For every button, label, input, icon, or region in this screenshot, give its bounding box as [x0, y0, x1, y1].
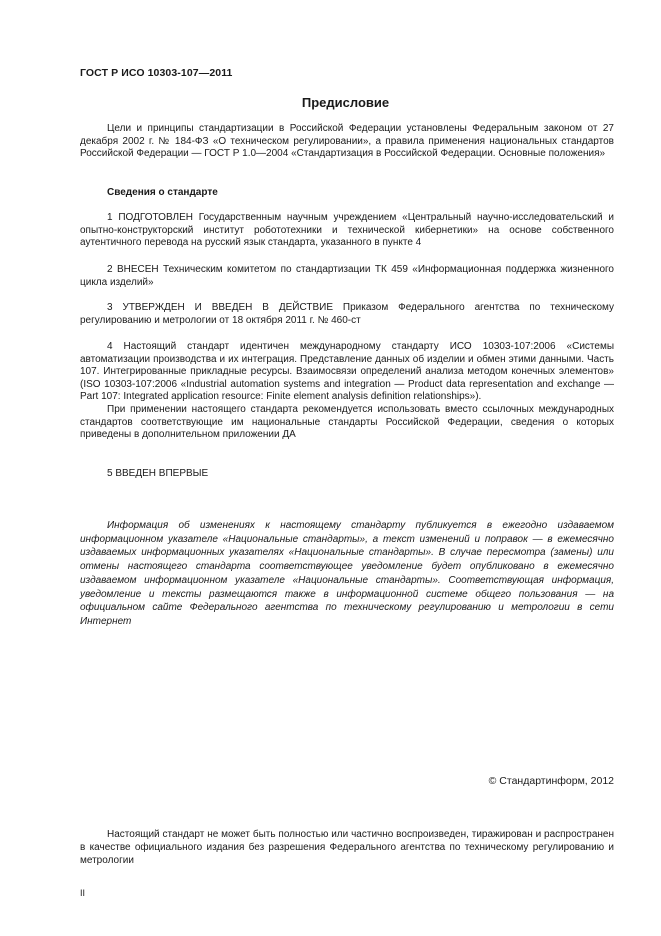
section-title: Предисловие	[301, 95, 390, 110]
legal-notice-block	[80, 828, 614, 868]
item-4-paragraph: 4 Настоящий стандарт идентичен международному стандарту ИСО 10303-107:2006 «Системы автоматизации производства и их интеграция. Представление данных об изделии и обмен этими данными. Часть 107. Интегрированные прикладные ресурсы. Взаимосвязи определений анализа методом конечных элементов» (ISO 10303-107:2006 «Industrial automation systems and integration — Product data representation and exchange — Part 107: Integrated application resource: Finite element analysis definition relationships»).	[80, 341, 614, 403]
info-heading: Сведения о стандарте	[107, 187, 218, 198]
document-code-header: ГОСТ Р ИСО 10303-107—2011	[80, 67, 233, 79]
item-1-paragraph: 1 ПОДГОТОВЛЕН Государственным научным учреждением «Центральный научно-исследовательский и опытно-конструкторский институт робототехники и технической кибернетики» на основе собственного аутентичного перевода на русский язык стандарта, указанного в пункте 4	[80, 212, 614, 249]
item-1-block	[80, 212, 614, 250]
item-3-block	[80, 302, 614, 327]
item-2-block	[80, 264, 614, 289]
copyright-line: © Стандартинформ, 2012	[488, 775, 614, 787]
item-4-note-paragraph: При применении настоящего стандарта рекомендуется использовать вместо ссылочных международных стандартов соответствующие им национальные стандарты Российской Федерации, сведения о которых приведены в дополнительном приложении ДА	[80, 403, 614, 441]
changes-notice-paragraph: Информация об изменениях к настоящему стандарту публикуется в ежегодно издаваемом информационном указателе «Национальные стандарты», а текст изменений и поправок — в ежемесячно издаваемых информационных указателях «Национальные стандарты». В случае пересмотра (замены) или отмены настоящего стандарта соответствующее уведомление будет опубликовано в ежемесячно издаваемом информационном указателе «Национальные стандарты». Соответствующая информация, уведомление и тексты размещаются также в информационной системе общего пользования — на официальном сайте Федерального агентства по техническому регулированию и метрологии в сети Интернет	[80, 520, 614, 627]
legal-notice-paragraph: Настоящий стандарт не может быть полностью или частично воспроизведен, тиражирован и распространен в качестве официального издания без разрешения Федерального агентства по техническому регулированию и метрологии	[80, 829, 614, 867]
info-heading-block	[80, 187, 614, 200]
page-number: II	[80, 888, 86, 898]
item-2-paragraph: 2 ВНЕСЕН Техническим комитетом по стандартизации ТК 459 «Информационная поддержка жизненного цикла изделий»	[80, 264, 614, 288]
item-4-block	[80, 341, 614, 442]
item-3-paragraph: 3 УТВЕРЖДЕН И ВВЕДЕН В ДЕЙСТВИЕ Приказом Федерального агентства по техническому регулированию и метрологии от 18 октября 2011 г. № 460-ст	[80, 302, 614, 326]
item-5-paragraph: 5 ВВЕДЕН ВПЕРВЫЕ	[107, 468, 209, 479]
intro-paragraph: Цели и принципы стандартизации в Российской Федерации установлены Федеральным законом от 27 декабря 2002 г. № 184-ФЗ «О техническом регулировании», а правила применения национальных стандартов Российской Федерации — ГОСТ Р 1.0—2004 «Стандартизация в Российской Федерации. Основные положения»	[80, 123, 614, 160]
intro-block	[80, 123, 614, 161]
changes-notice-block	[80, 519, 614, 629]
item-5-block	[80, 468, 614, 481]
